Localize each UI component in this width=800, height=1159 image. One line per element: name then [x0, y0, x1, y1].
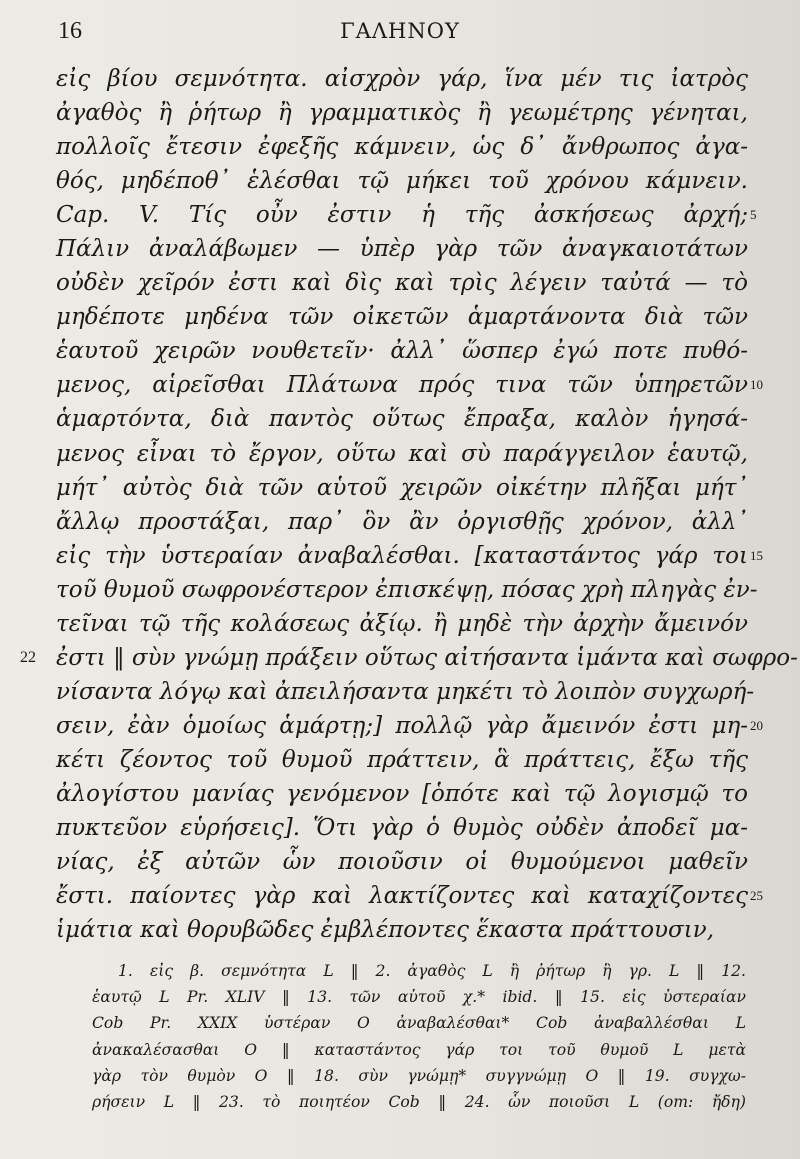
line-text: τεῖναι τῷ τῆς κολάσεως ἀξίῳ. ἢ μηδὲ τὴν ἀρχὴν ἄμεινόν	[56, 610, 748, 637]
line-text: Πάλιν ἀναλάβωμεν — ὑπὲρ γὰρ τῶν ἀναγκαιοτάτων	[56, 236, 748, 263]
line-text: ἀλογίστου μανίας γενόμενον [ὁπότε καὶ τῷ λογισμῷ το	[56, 780, 748, 807]
apparatus-text: γὰρ τὸν θυμὸν O ‖ 18. σὺν γνώμῃ* συγγνώμῃ O ‖ 19. συγχω-	[92, 1066, 746, 1085]
text-line	[0, 641, 800, 675]
line-number: 20	[750, 717, 763, 733]
apparatus-text: Cob Pr. XXIX ὑστέραν O ἀναβαλέσθαι* Cob ἀναβαλλέσθαι L	[92, 1014, 746, 1033]
text-line	[0, 300, 800, 334]
line-text: ἁμαρτόντα, διὰ παντὸς οὕτως ἔπραξα, καλὸν ἡγησά-	[56, 406, 748, 433]
line-text: πυκτεῦον εὑρήσεις]. Ὅτι γὰρ ὁ θυμὸς οὐδὲν ἀποδεῖ μα-	[56, 815, 748, 842]
line-text: οὐδὲν χεῖρόν ἐστι καὶ δὶς καὶ τρὶς λέγειν ταὐτά — τὸ	[56, 270, 748, 297]
line-text: μηδέποτε μηδένα τῶν οἰκετῶν ἁμαρτάνοντα διὰ τῶν	[56, 304, 748, 331]
line-number: 10	[750, 377, 763, 393]
text-line	[0, 96, 800, 130]
text-line	[0, 266, 800, 300]
line-text: εἰς τὴν ὑστεραίαν ἀναβαλέσθαι. [καταστάντος γάρ τοι	[56, 542, 748, 569]
text-line	[0, 198, 800, 232]
line-text: Cap. V. Τίς οὖν ἐστιν ἡ τῆς ἀσκήσεως ἀρχή;	[56, 202, 748, 229]
line-text: νίας, ἐξ αὐτῶν ὧν ποιοῦσιν οἱ θυμούμενοι μαθεῖν	[56, 849, 748, 876]
line-text: θός, μηδέποθ᾽ ἑλέσθαι τῷ μήκει τοῦ χρόνου κάμνειν.	[56, 168, 748, 195]
line-text: μενος, αἱρεῖσθαι Πλάτωνα πρός τινα τῶν ὑπηρετῶν	[56, 372, 748, 399]
line-text: ἔστι. παίοντες γὰρ καὶ λακτίζοντες καὶ καταχίζοντες	[56, 883, 748, 910]
text-line	[0, 675, 800, 709]
line-text: μήτ᾽ αὐτὸς διὰ τῶν αὑτοῦ χειρῶν οἰκέτην πλῆξαι μήτ᾽	[56, 474, 748, 501]
text-line	[0, 539, 800, 573]
line-number: 15	[750, 547, 763, 563]
text-line	[0, 743, 800, 777]
text-line	[0, 437, 800, 471]
line-text: εἰς βίου σεμνότητα. αἰσχρὸν γάρ, ἵνα μέν τις ἰατρὸς	[56, 66, 748, 92]
line-text: νίσαντα λόγῳ καὶ ἀπειλήσαντα μηκέτι τὸ λοιπὸν συγχωρή-	[56, 678, 755, 705]
text-line	[0, 62, 800, 96]
line-text: ἀγαθὸς ἢ ῥήτωρ ἢ γραμματικὸς ἢ γεωμέτρης γένηται,	[56, 100, 748, 127]
page-reference-number: 22	[20, 648, 36, 666]
apparatus-line	[0, 1089, 800, 1115]
apparatus-line	[0, 1037, 800, 1063]
line-text: ἱμάτια καὶ θορυβῶδες ἐμβλέποντες ἕκαστα πράττουσιν,	[56, 917, 715, 944]
text-line	[0, 879, 800, 913]
text-line	[0, 505, 800, 539]
line-text: μενος εἶναι τὸ ἔργον, οὕτω καὶ σὺ παράγγειλον ἑαυτῷ,	[56, 440, 748, 467]
page-header	[0, 14, 800, 50]
apparatus-line	[0, 984, 800, 1010]
apparatus-line	[0, 958, 800, 984]
apparatus-text: ἑαυτῷ L Pr. XLIV ‖ 13. τῶν αὑτοῦ χ.* ibid. ‖ 15. εἰς ὑστεραίαν	[92, 988, 746, 1007]
line-text: ἄλλῳ προστάξαι, παρ᾽ ὃν ἂν ὀργισθῇς χρόνον, ἀλλ᾽	[56, 508, 748, 535]
text-line	[0, 777, 800, 811]
line-number: 25	[750, 888, 763, 904]
text-line	[0, 471, 800, 505]
text-line	[0, 368, 800, 402]
critical-apparatus	[0, 958, 800, 1115]
text-line	[0, 573, 800, 607]
text-line	[0, 811, 800, 845]
apparatus-line	[0, 1063, 800, 1089]
line-text: ἑαυτοῦ χειρῶν νουθετεῖν· ἀλλ᾽ ὥσπερ ἐγώ ποτε πυθό-	[56, 338, 748, 365]
page-number: 16	[58, 18, 82, 44]
main-text	[0, 62, 800, 947]
text-line	[0, 164, 800, 198]
apparatus-text: ἀνακαλέσασθαι O ‖ καταστάντος γάρ τοι τοῦ θυμοῦ L μετὰ	[92, 1040, 746, 1059]
apparatus-text: ρήσειν L ‖ 23. τὸ ποιητέον Cob ‖ 24. ὧν ποιοῦσι L (om: ἤδη)	[92, 1092, 746, 1111]
line-text: σειν, ἐὰν ὁμοίως ἁμάρτῃ;] πολλῷ γὰρ ἄμεινόν ἐστι μη-	[56, 712, 748, 739]
line-text: πολλοῖς ἔτεσιν ἐφεξῆς κάμνειν, ὡς δ᾽ ἄνθρωπος ἀγα-	[56, 134, 748, 161]
text-line	[0, 402, 800, 436]
text-line	[0, 232, 800, 266]
text-line	[0, 845, 800, 879]
line-number: 5	[750, 207, 757, 223]
line-text: τοῦ θυμοῦ σωφρονέστερον ἐπισκέψῃ, πόσας χρὴ πληγὰς ἐν-	[56, 576, 758, 603]
text-line	[0, 607, 800, 641]
apparatus-text: 1. εἰς β. σεμνότητα L ‖ 2. ἀγαθὸς L ἢ ῥήτωρ ἢ γρ. L ‖ 12.	[118, 962, 746, 980]
text-line	[0, 913, 800, 947]
apparatus-line	[0, 1010, 800, 1036]
text-line	[0, 709, 800, 743]
running-title: ΓΑΛΗΝΟΥ	[340, 19, 460, 43]
line-text: κέτι ζέοντος τοῦ θυμοῦ πράττειν, ἃ πράττεις, ἔξω τῆς	[56, 746, 748, 773]
line-text: ἐστι ‖ σὺν γνώμῃ πράξειν οὕτως αἰτήσαντα ἱμάντα καὶ σωφρο-	[56, 644, 798, 671]
text-line	[0, 130, 800, 164]
text-line	[0, 334, 800, 368]
